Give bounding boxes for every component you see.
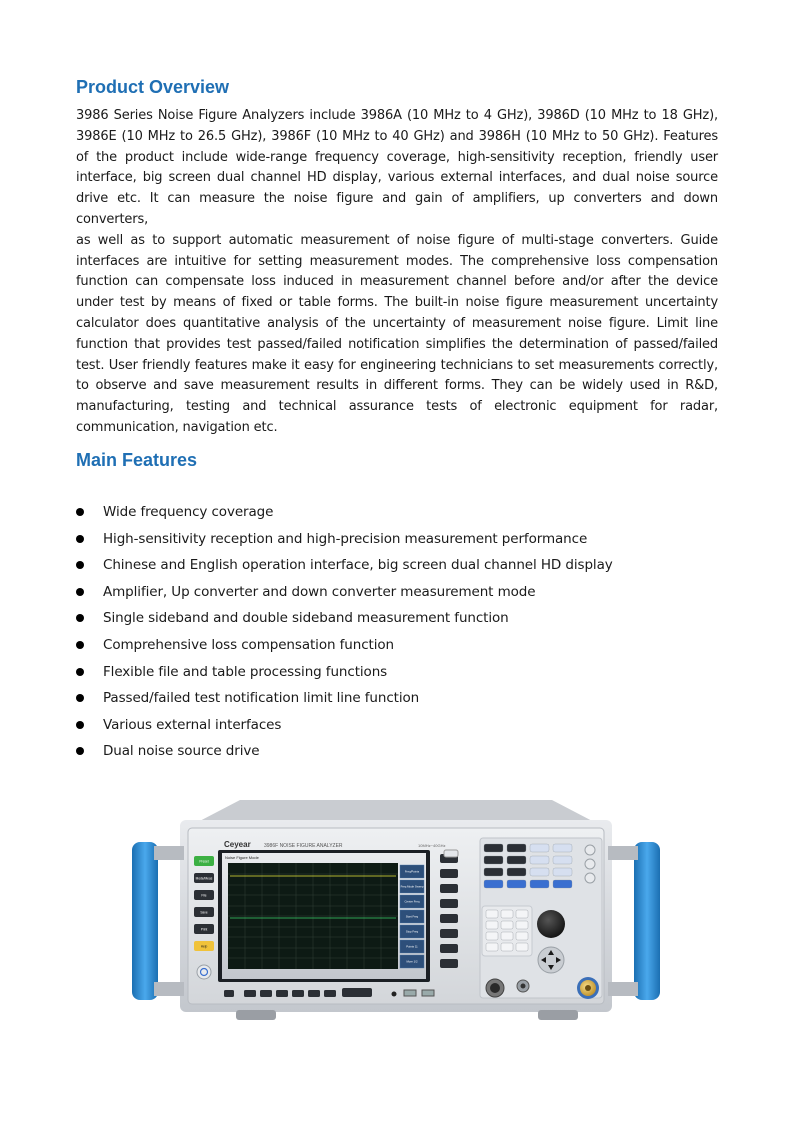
numeric-key[interactable]: [516, 943, 528, 951]
numeric-key[interactable]: [501, 943, 513, 951]
softkey-label: Stop Freq: [405, 929, 419, 934]
softkey-button[interactable]: [440, 944, 458, 953]
right-handle: [634, 842, 660, 1000]
esc-button[interactable]: [444, 850, 458, 857]
feature-item: [76, 687, 613, 714]
function-key[interactable]: [484, 868, 503, 876]
bullet-icon: [76, 747, 84, 755]
feature-item: [76, 501, 613, 528]
left-key-label: Mode/Meas: [195, 876, 213, 881]
overview-paragraph: [76, 106, 718, 439]
bullet-icon: [76, 614, 84, 622]
feature-item: [76, 607, 613, 634]
softkey-label: Points 11: [406, 944, 418, 949]
overview-line: 3986E (10 MHz to 26.5 GHz), 3986F (10 MHz to 40 GHz) and 3986H (10 MHz to 50 GHz). Features: [76, 128, 718, 144]
overview-line: communication, navigation etc.: [76, 419, 278, 435]
bullet-icon: [76, 668, 84, 676]
overview-line: 3986 Series Noise Figure Analyzers include 3986A (10 MHz to 4 GHz), 3986D (10 MHz to 18 GHz),: [76, 108, 718, 123]
numeric-key[interactable]: [501, 910, 513, 918]
feature-text: High-sensitivity reception and high-precision measurement performance: [103, 530, 588, 547]
overview-line: calculator does quantitative analysis of the uncertainty of measurement noise figure. Limit line: [76, 315, 718, 331]
numeric-key[interactable]: [486, 932, 498, 940]
feature-item: [76, 634, 613, 661]
feature-text: Passed/failed test notification limit line function: [103, 690, 420, 707]
overview-line: interface, big screen dual channel HD display, various external interfaces, and dual noise source: [76, 170, 718, 186]
softkey-button[interactable]: [440, 899, 458, 908]
overview-line: under test by means of fixed or table forms. The built-in noise figure measurement uncertainty: [76, 295, 718, 311]
bullet-icon: [76, 508, 84, 516]
softkey-label: Center Freq: [404, 899, 420, 904]
left-key-label: Preset: [199, 859, 209, 864]
overview-line: function that provides test passed/failed notification simplifies the determination of passed/failed: [76, 336, 718, 352]
screen-softkeys: [400, 865, 424, 968]
round-key[interactable]: [585, 845, 595, 855]
overview-line: function can compensate loss induced in measurement channel before and/or after the device: [76, 274, 718, 290]
overview-line: drive etc. It can measure the noise figure and gain of amplifiers, up converters and down converters,: [76, 191, 718, 227]
numeric-key[interactable]: [516, 921, 528, 929]
left-key-label: File: [201, 893, 207, 898]
function-key[interactable]: [507, 868, 526, 876]
function-key[interactable]: [484, 880, 503, 888]
feature-item: [76, 554, 613, 581]
softkey-label: Freq Mode Sweep: [400, 884, 424, 889]
rotary-knob[interactable]: [537, 910, 565, 938]
feature-text: Wide frequency coverage: [103, 504, 274, 520]
noise-figure-analyzer-photo: [128, 790, 664, 1026]
function-key[interactable]: [530, 844, 549, 852]
softkey-button[interactable]: [440, 929, 458, 938]
softkey-button[interactable]: [440, 959, 458, 968]
function-key[interactable]: [530, 880, 549, 888]
feature-text: Various external interfaces: [103, 716, 282, 733]
feature-item: [76, 661, 613, 688]
left-handle: [132, 842, 158, 1000]
model-label: 3986F NOISE FIGURE ANALYZER: [264, 843, 343, 849]
function-key[interactable]: [530, 868, 549, 876]
left-key-label: Save: [200, 910, 208, 915]
feature-text: Flexible file and table processing functions: [103, 663, 388, 680]
softkey-button[interactable]: [440, 869, 458, 878]
numeric-key[interactable]: [486, 921, 498, 929]
overview-line: test. User friendly features make it easy for engineering technicians to set measurements correctly,: [76, 357, 718, 373]
left-key-label: Help: [200, 944, 208, 949]
function-key[interactable]: [507, 856, 526, 864]
feature-list: [76, 501, 613, 767]
softkey-label: Start Freq: [405, 914, 419, 919]
numeric-key[interactable]: [501, 932, 513, 940]
bullet-icon: [76, 588, 84, 596]
overview-line: manufacturing, testing and technical assurance tests of electronic equipment for radar,: [76, 399, 718, 415]
bullet-icon: [76, 561, 84, 569]
softkey-label: More 1/2: [406, 959, 418, 964]
feature-text: Dual noise source drive: [103, 743, 260, 760]
feature-item: [76, 740, 613, 767]
round-key[interactable]: [585, 873, 595, 883]
overview-heading: Product Overview: [76, 77, 230, 97]
numeric-key[interactable]: [516, 910, 528, 918]
bullet-icon: [76, 641, 84, 649]
function-key[interactable]: [553, 868, 572, 876]
overview-line: of the product include wide-range frequency coverage, high-sensitivity reception, friendly user: [76, 149, 718, 165]
overview-line: interfaces are intuitive for setting measurement modes. The comprehensive loss compensation: [76, 253, 718, 269]
features-heading: Main Features: [76, 450, 198, 470]
feature-item: [76, 581, 613, 608]
bullet-icon: [76, 535, 84, 543]
function-key[interactable]: [553, 856, 572, 864]
feature-text: Amplifier, Up converter and down converter measurement mode: [103, 583, 536, 600]
numeric-key[interactable]: [501, 921, 513, 929]
function-key[interactable]: [484, 844, 503, 852]
screen-title: Noise Figure Mode: [225, 855, 259, 860]
function-key[interactable]: [507, 844, 526, 852]
function-key[interactable]: [553, 880, 572, 888]
overview-line: to observe and save measurement results in different forms. They can be widely used in R&D,: [76, 378, 718, 394]
function-key[interactable]: [484, 856, 503, 864]
round-key[interactable]: [585, 859, 595, 869]
freq-range-label: 10MHz~40GHz: [418, 843, 446, 848]
numeric-key[interactable]: [486, 943, 498, 951]
softkey-button[interactable]: [440, 884, 458, 893]
softkey-button[interactable]: [440, 914, 458, 923]
function-key[interactable]: [530, 856, 549, 864]
bullet-icon: [76, 694, 84, 702]
feature-text: Comprehensive loss compensation function: [103, 636, 394, 653]
overview-line: as well as to support automatic measurement of noise figure of multi-stage converters. Guide: [76, 232, 718, 248]
function-key[interactable]: [553, 844, 572, 852]
function-key[interactable]: [507, 880, 526, 888]
bullet-icon: [76, 721, 84, 729]
softkey-label: Freq/Points: [404, 869, 420, 874]
feature-item: [76, 528, 613, 555]
feature-text: Chinese and English operation interface, big screen dual channel HD display: [103, 557, 613, 574]
numeric-key[interactable]: [486, 910, 498, 918]
feature-text: Single sideband and double sideband measurement function: [103, 610, 509, 627]
brand-logo: Ceyear: [224, 840, 251, 849]
feature-item: [76, 714, 613, 741]
numeric-key[interactable]: [516, 932, 528, 940]
left-key-label: Print: [200, 927, 208, 932]
